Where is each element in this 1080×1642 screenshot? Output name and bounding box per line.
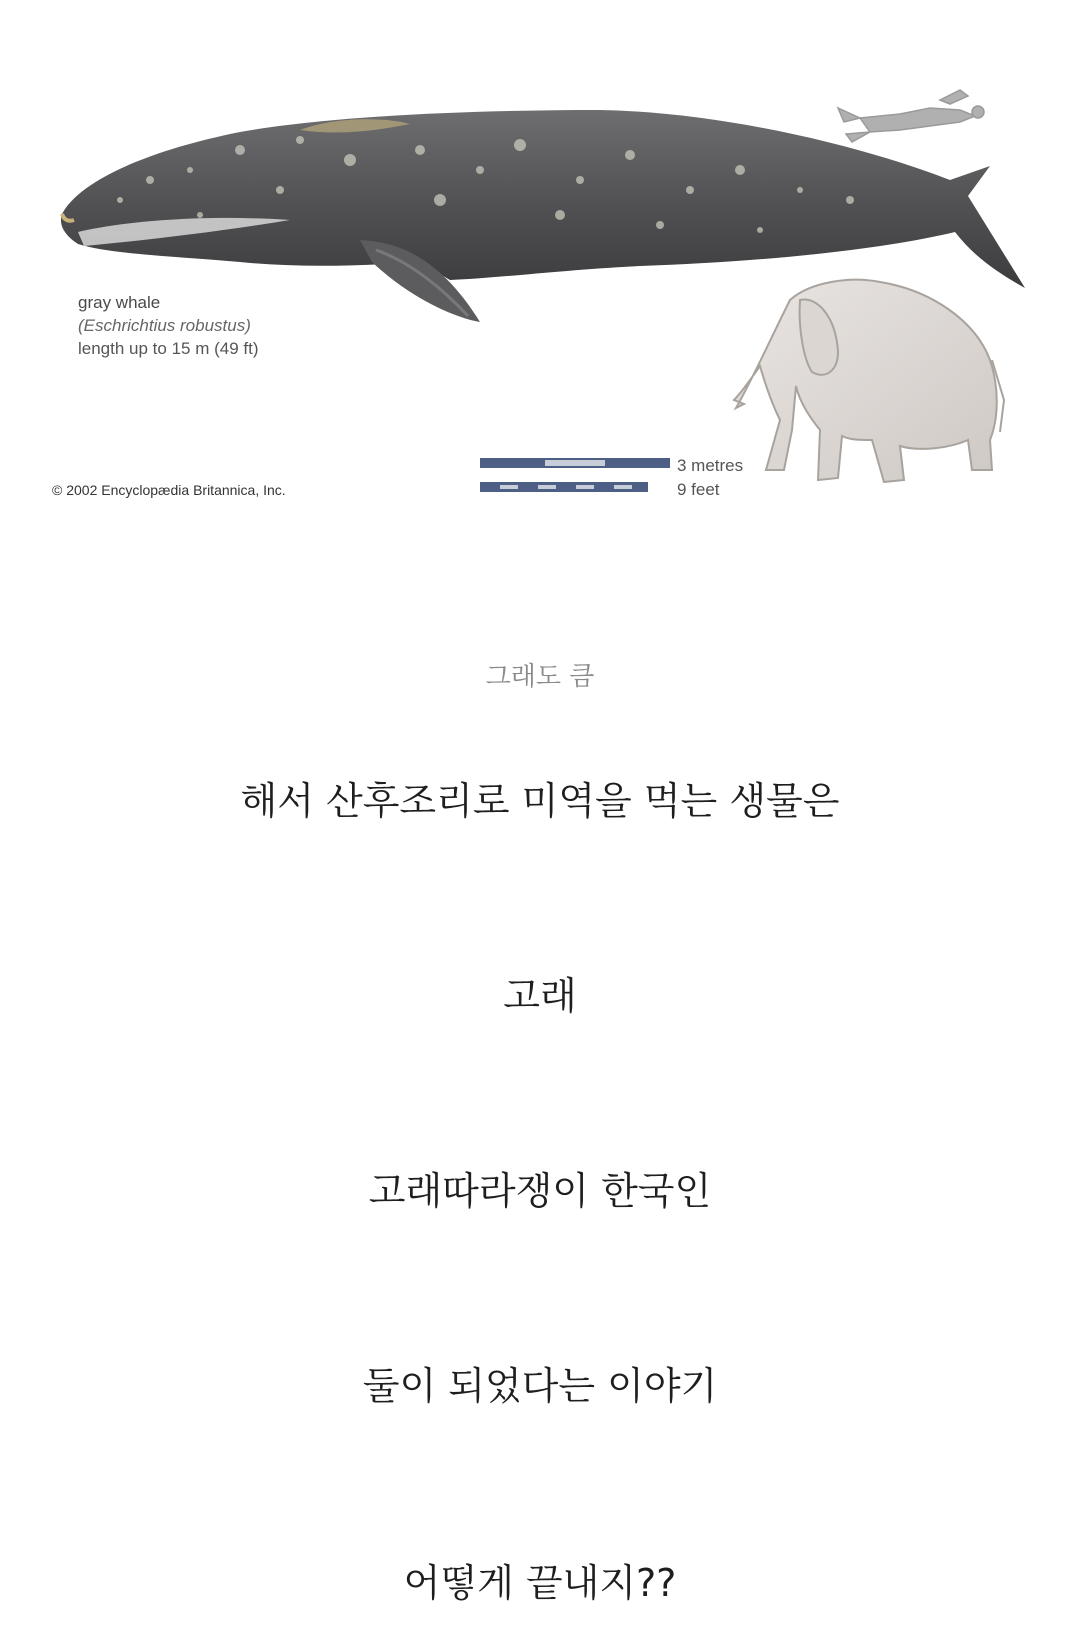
- post-text-line: 고래따라쟁이 한국인: [368, 1169, 712, 1213]
- scale-feet-label: 9 feet: [677, 480, 720, 499]
- whale-size-comparison-figure: [0, 0, 1080, 530]
- scale-metres-label: 3 metres: [677, 456, 744, 475]
- whale-scientific-name: (Eschrichtius robustus): [78, 316, 251, 335]
- diver-illustration: [838, 90, 984, 142]
- post-text-line: 해서 산후조리로 미역을 먹는 생물은: [240, 779, 840, 823]
- post-text-line: 고래: [503, 974, 577, 1018]
- post-text-line: 어떻게 끝내지??: [403, 1561, 677, 1605]
- image-caption: 그래도 큼: [485, 662, 595, 692]
- post-text-line: 둘이 되었다는 이야기: [362, 1364, 718, 1408]
- illustration-canvas: [0, 0, 1080, 530]
- copyright-notice: © 2002 Encyclopædia Britannica, Inc.: [52, 482, 286, 498]
- scale-bar: [480, 458, 670, 492]
- whale-length-label: length up to 15 m (49 ft): [78, 339, 259, 358]
- whale-name-label: gray whale: [78, 293, 161, 312]
- elephant-illustration: [734, 280, 1004, 482]
